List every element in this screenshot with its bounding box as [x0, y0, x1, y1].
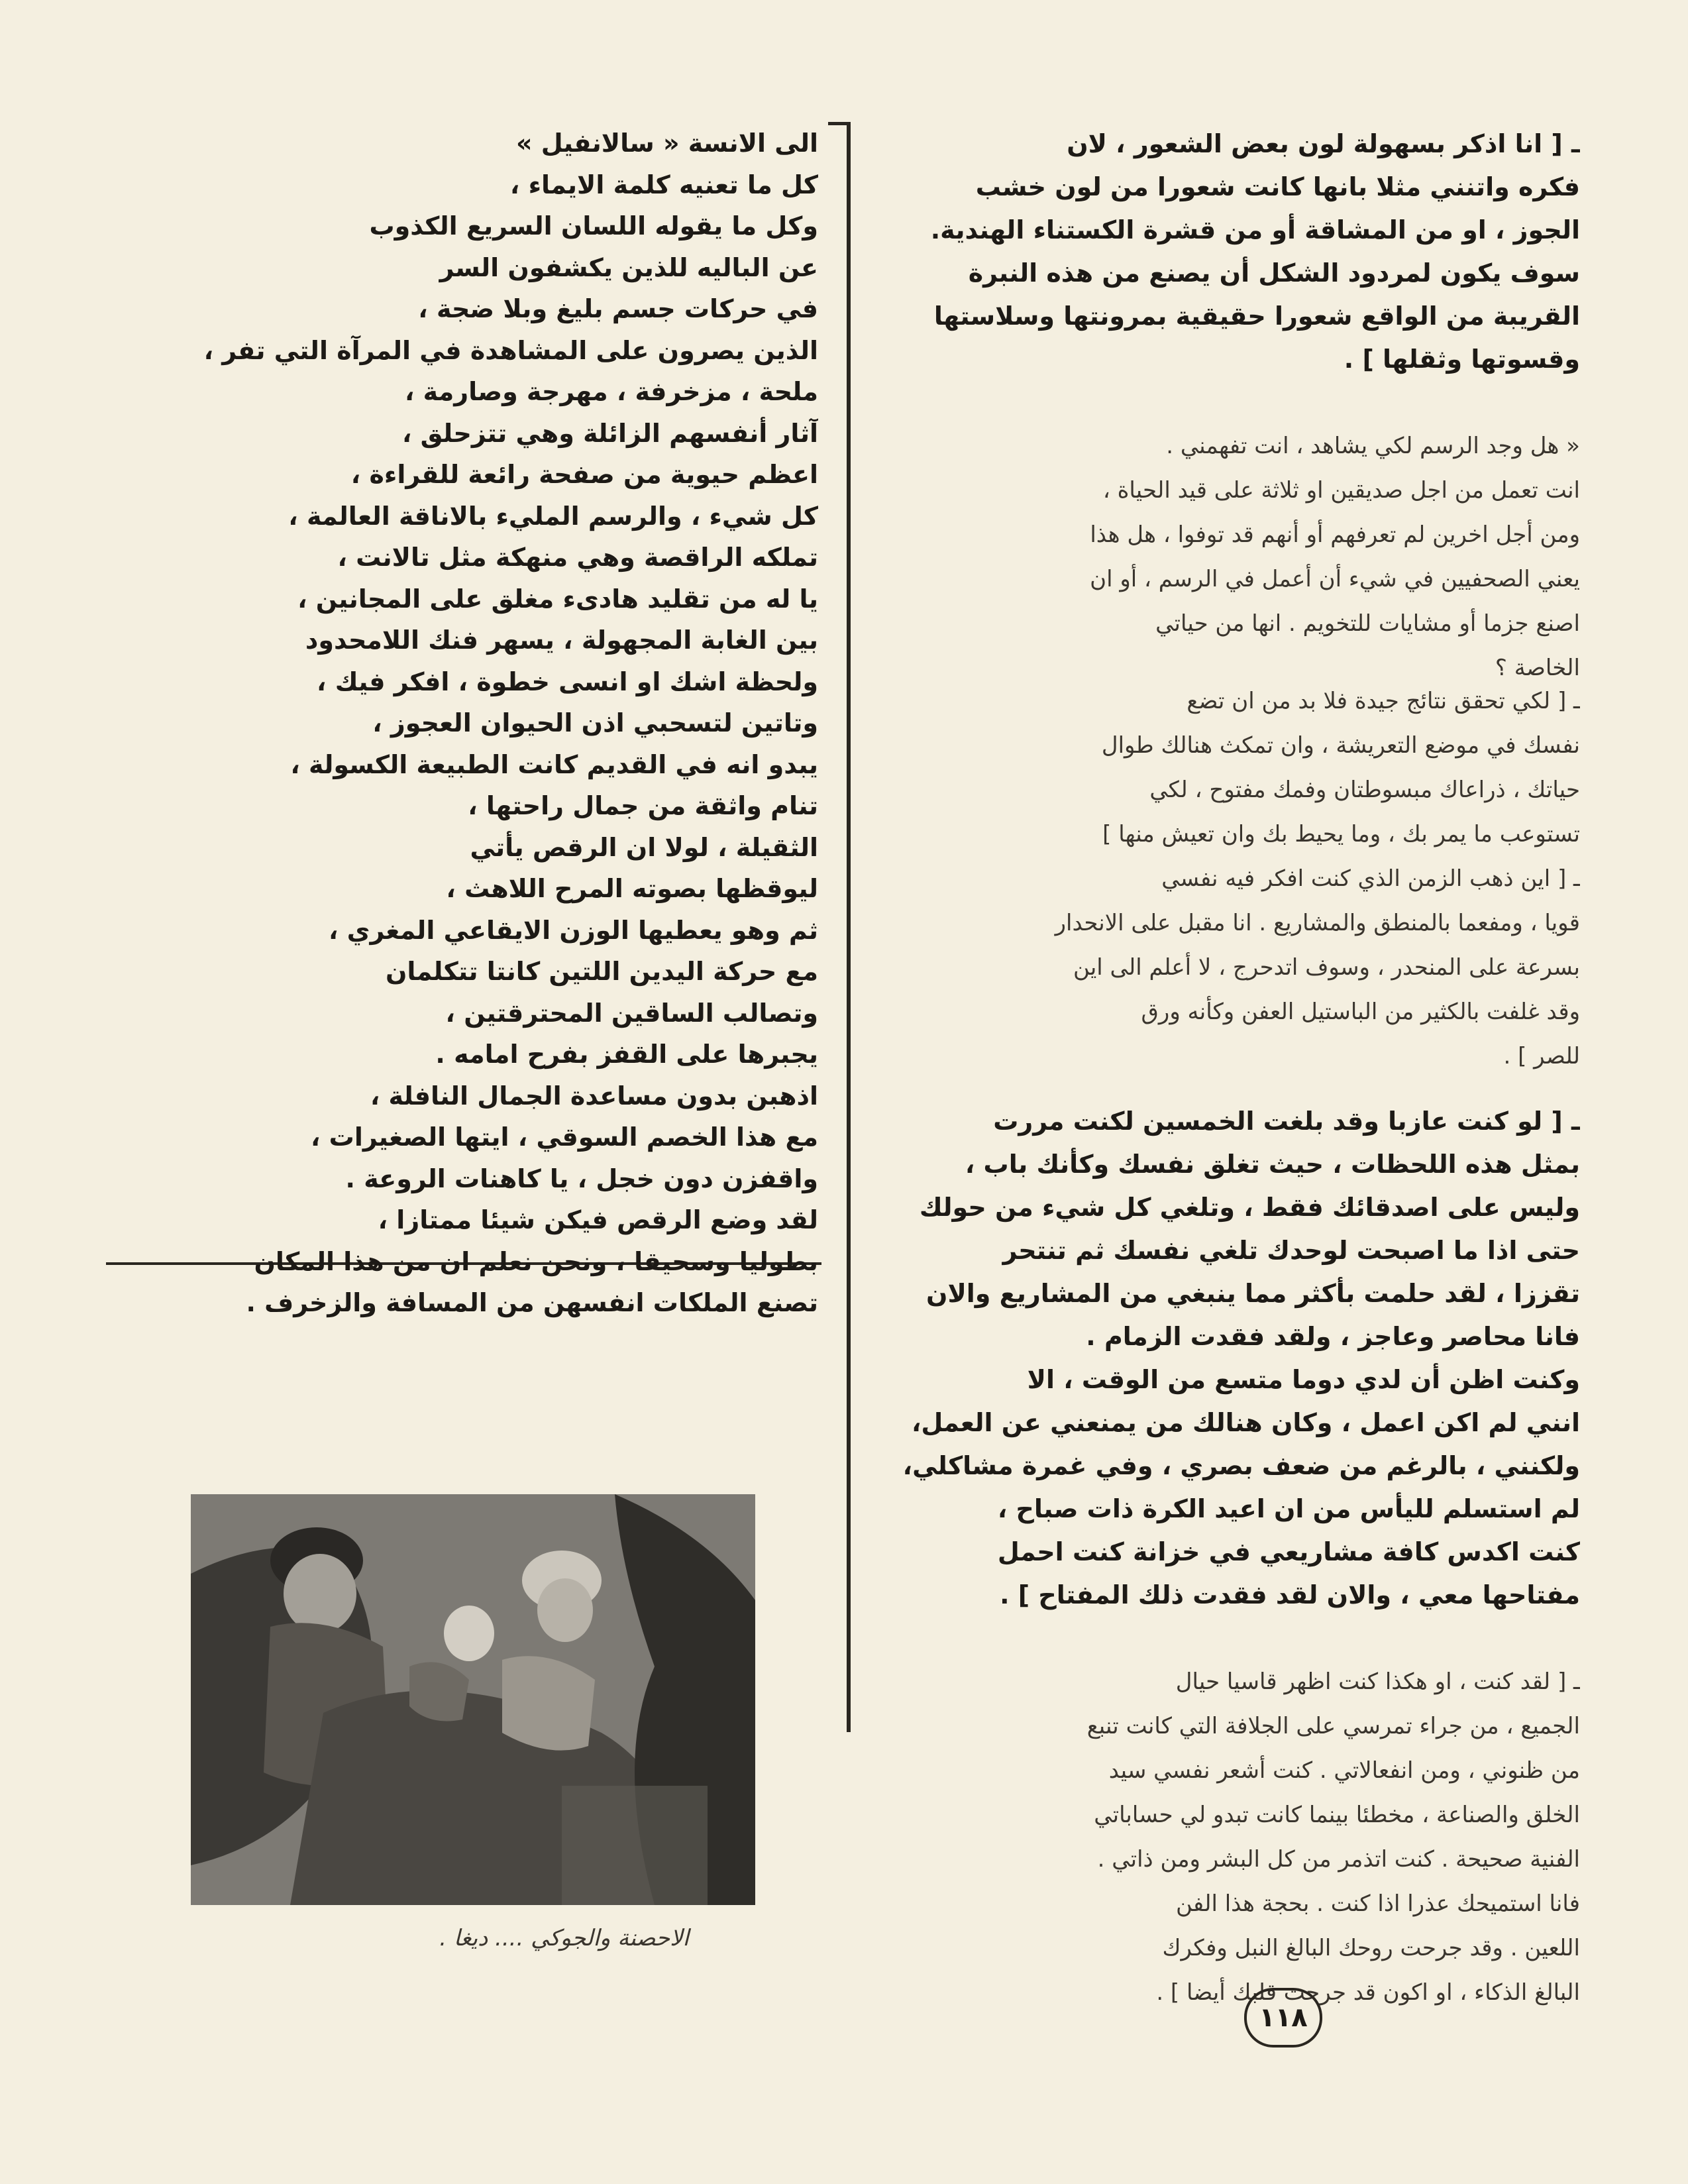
- text-line: يا له من تقليد هادىء مغلق على المجانين ،: [297, 584, 818, 614]
- text-line: فانا محاصر وعاجز ، ولقد فقدت الزمام .: [1086, 1322, 1580, 1351]
- poem-block: [106, 123, 818, 1324]
- text-line: فانا استميحك عذرا اذا كنت . بحجة هذا الفن: [1176, 1890, 1580, 1917]
- text-line: فكره واتنني مثلا بانها كانت شعورا من لون خشب: [975, 172, 1580, 201]
- text-line: لم استسلم لليأس من ان اعيد الكرة ذات صباح ،: [997, 1494, 1580, 1523]
- text-line: « هل وجد الرسم لكي يشاهد ، انت تفهمني .: [1166, 433, 1580, 459]
- column-divider-cap: [828, 122, 851, 125]
- text-line: ومن أجل اخرين لم تعرفهم أو أنهم قد توفوا ، هل هذا: [1090, 521, 1580, 548]
- text-line: سوف يكون لمردود الشكل أن يصنع من هذه النبرة: [968, 258, 1580, 288]
- text-line: الجميع ، من جراء تمرسي على الجلافة التي كانت تنبع: [1086, 1713, 1580, 1739]
- text-line: كنت اكدس كافة مشاريعي في خزانة كنت احمل: [997, 1537, 1580, 1566]
- text-line: وليس على اصدقائك فقط ، وتلغي كل شيء من حولك: [919, 1193, 1580, 1222]
- horses-and-jockeys-image: [191, 1494, 755, 1905]
- text-line: الى الانسة « سالانفيل »: [515, 129, 818, 158]
- text-line: بسرعة على المنحدر ، وسوف اتدحرج ، لا أعلم الى اين: [1073, 954, 1580, 981]
- text-line: ولكنني ، بالرغم من ضعف بصري ، وفي غمرة مشاكلي،: [902, 1451, 1580, 1480]
- text-line: مع حركة اليدين اللتين كانتا تتكلمان: [385, 957, 818, 986]
- text-line: تستوعب ما يمر بك ، وما يحيط بك وان تعيش منها ]: [1102, 821, 1580, 847]
- text-line: البالغ الذكاء ، او اكون قد جرحت قلبك أيضا ] .: [1156, 1979, 1580, 2006]
- text-line: نفسك في موضع التعريشة ، وان تمكث هنالك طوال: [1101, 732, 1580, 759]
- text-line: وقد غلفت بالكثير من الباستيل العفن وكأنه ورق: [1141, 999, 1580, 1025]
- text-line: حياتك ، ذراعاك مبسوطتان وفمك مفتوح ، لكي: [1149, 777, 1580, 803]
- text-line: ملحة ، مزخرفة ، مهرجة وصارمة ،: [404, 377, 818, 406]
- text-line: اعظم حيوية من صفحة رائعة للقراءة ،: [350, 460, 818, 489]
- text-line: ـ [ لو كنت عازبا وقد بلغت الخمسين لكنت مررت: [993, 1107, 1580, 1136]
- text-line: بمثل هذه اللحظات ، حيث تغلق نفسك وكأنك باب ،: [965, 1150, 1580, 1179]
- text-line: ـ [ لكي تحقق نتائج جيدة فلا بد من ان تضع: [1187, 688, 1580, 714]
- text-line: آثار أنفسهم الزائلة وهي تتزحلق ،: [402, 418, 818, 448]
- text-line: تصنع الملكات انفسهن من المسافة والزخرف .: [246, 1288, 818, 1317]
- text-line: ـ [ اين ذهب الزمن الذي كنت افكر فيه نفسي: [1161, 865, 1580, 892]
- text-line: لقد وضع الرقص فيكن شيئا ممتازا ،: [378, 1205, 818, 1234]
- text-line: بطوليا وسحيقا ، ونحن نعلم ان من هذا المكان: [254, 1246, 818, 1276]
- figure-caption: الاحصنة والجوكي .... ديغا .: [439, 1925, 689, 1951]
- text-line: انت تعمل من اجل صديقين او ثلاثة على قيد الحياة ،: [1102, 477, 1580, 504]
- text-line: الفنية صحيحة . كنت اتذمر من كل البشر ومن ذاتي .: [1097, 1846, 1580, 1873]
- text-line: ـ [ لقد كنت ، او هكذا كنت اظهر قاسيا حيال: [1175, 1668, 1580, 1695]
- text-line: وتصالب الساقين المحترقتين ،: [445, 998, 818, 1028]
- text-line: يعني الصحفيين في شيء أن أعمل في الرسم ، أو ان: [1090, 566, 1580, 592]
- text-line: يبدو انه في القديم كانت الطبيعة الكسولة ،: [290, 749, 818, 779]
- text-line: القريبة من الواقع شعورا حقيقية بمرونتها وسلاستها: [933, 301, 1580, 331]
- text-line: الخلق والصناعة ، مخطئا بينما كانت تبدو لي حساباتي: [1094, 1802, 1580, 1828]
- text-line: اللعين . وقد جرحت روحك البالغ النبل وفكرك: [1162, 1935, 1580, 1961]
- text-line: وكنت اظن أن لدي دوما متسع من الوقت ، الا: [1027, 1365, 1580, 1394]
- text-line: كل ما تعنيه كلمة الايماء ،: [509, 170, 818, 199]
- quote-block-5: [891, 1660, 1580, 2015]
- text-line: عن الباليه للذين يكشفون السر: [439, 252, 818, 282]
- text-line: تقززا ، لقد حلمت بأكثر مما ينبغي من المشاريع والان: [926, 1279, 1580, 1308]
- painting-photo: [191, 1494, 755, 1905]
- quote-block-2: [891, 424, 1580, 690]
- text-line: الذين يصرون على المشاهدة في المرآة التي تفر ،: [203, 335, 818, 365]
- text-line: وتاتين لتسحبي اذن الحيوان العجوز ،: [372, 708, 818, 737]
- text-line: ليوقظها بصوته المرح اللاهث ،: [446, 874, 818, 903]
- text-line: ثم وهو يعطيها الوزن الايقاعي المغري ،: [329, 915, 818, 945]
- text-line: الخاصة ؟: [1495, 655, 1580, 681]
- text-line: اصنع جزما أو مشايات للتخويم . انها من حياتي: [1155, 610, 1580, 637]
- text-line: الجوز ، او من المشاقة أو من قشرة الكستناء الهندية.: [930, 215, 1580, 245]
- text-line: في حركات جسم بليغ وبلا ضجة ،: [418, 294, 818, 323]
- quote-block-1: [891, 123, 1580, 381]
- text-line: وقسوتها وثقلها ] .: [1344, 345, 1580, 374]
- text-line: بين الغابة المجهولة ، يسهر فنك اللامحدود: [305, 626, 818, 655]
- text-line: مع هذا الخصم السوقي ، ايتها الصغيرات ،: [310, 1122, 818, 1152]
- text-line: يجبرها على القفز بفرح امامه .: [435, 1040, 818, 1069]
- text-line: اذهبن بدون مساعدة الجمال النافلة ،: [370, 1081, 818, 1111]
- text-line: انني لم اكن اعمل ، وكان هنالك من يمنعني عن العمل،: [911, 1408, 1580, 1437]
- text-line: كل شيء ، والرسم المليء بالاناقة العالمة ،: [288, 501, 818, 531]
- text-line: واقفزن دون خجل ، يا كاهنات الروعة .: [345, 1164, 818, 1193]
- page-number: ١١٨: [1244, 1988, 1322, 2048]
- column-divider: [847, 122, 851, 1732]
- text-line: مفتاحها معي ، والان لقد فقدت ذلك المفتاح ] .: [1000, 1580, 1580, 1610]
- text-line: وكل ما يقوله اللسان السريع الكذوب: [369, 211, 818, 241]
- text-line: ـ [ انا اذكر بسهولة لون بعض الشعور ، لان: [1067, 129, 1580, 158]
- text-line: للصر ] .: [1503, 1043, 1580, 1069]
- text-line: ولحظة اشك او انسى خطوة ، افكر فيك ،: [317, 667, 818, 696]
- text-line: من ظنوني ، ومن انفعالاتي . كنت أشعر نفسي سيد: [1108, 1757, 1580, 1784]
- quote-block-3: [891, 679, 1580, 1079]
- text-line: الثقيلة ، لولا ان الرقص يأتي: [470, 832, 818, 862]
- text-line: تملكه الراقصة وهي منهكة مثل تالانت ،: [337, 543, 818, 572]
- text-line: قويا ، ومفعما بالمنطق والمشاريع . انا مقبل على الانحدار: [1055, 910, 1580, 936]
- quote-block-4: [891, 1100, 1580, 1617]
- text-line: حتى اذا ما اصبحت لوحدك تلغي نفسك ثم تنتحر: [1002, 1236, 1580, 1265]
- text-line: تنام واثقة من جمال راحتها ،: [468, 791, 818, 820]
